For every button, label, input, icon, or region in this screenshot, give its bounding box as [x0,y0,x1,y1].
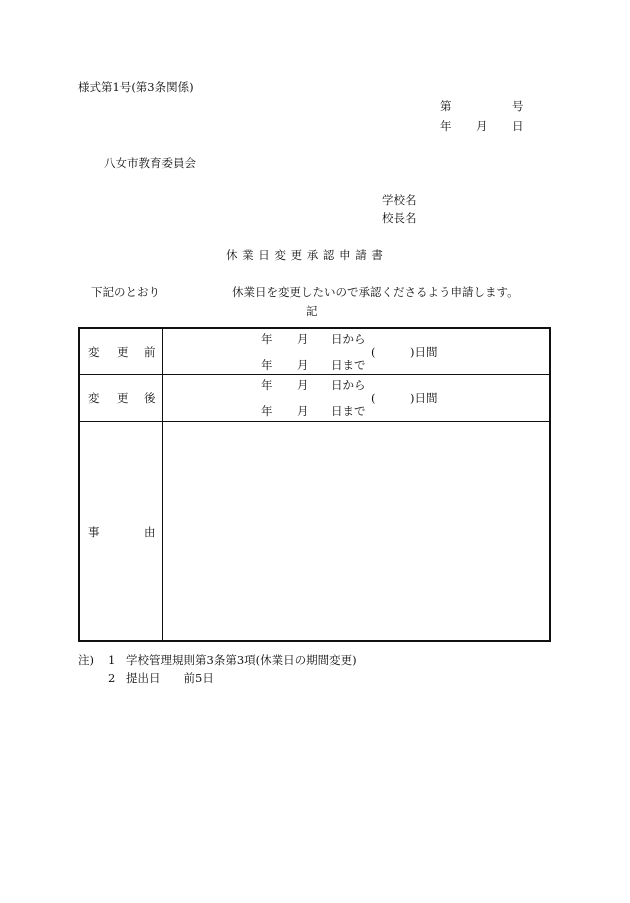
before-from-year: 年 [261,332,273,346]
before-from-month: 月 [297,332,309,346]
after-to-year: 年 [261,404,273,418]
after-label-1: 変 [88,391,100,405]
reason-label-2: 由 [144,525,156,539]
after-to-day: 日まで [331,404,366,418]
ki-heading: 記 [306,304,318,318]
after-label-3: 後 [144,391,156,405]
before-label-3: 前 [144,345,156,359]
table-column-divider [162,329,163,640]
before-to-day: 日まで [331,358,366,372]
reason-label-1: 事 [88,525,100,539]
after-days-open: ( [371,391,376,405]
after-from-year: 年 [261,378,273,392]
document-title: 休 業 日 変 更 承 認 申 請 書 [226,248,384,262]
after-to-month: 月 [297,404,309,418]
after-from-month: 月 [297,378,309,392]
principal-name-label: 校長名 [382,211,417,225]
before-to-month: 月 [297,358,309,372]
doc-number-suffix: 号 [512,99,524,113]
after-from-day: 日から [331,378,366,392]
note-2-number: 2 [108,671,116,685]
school-name-label: 学校名 [382,193,417,207]
after-label-2: 更 [117,391,129,405]
after-days: )日間 [410,391,438,405]
request-text-left: 下記のとおり [91,285,160,299]
before-label-1: 変 [88,345,100,359]
note-2-text: 提出日 前5日 [126,671,214,685]
doc-date-month: 月 [476,119,488,133]
addressee: 八女市教育委員会 [104,156,196,170]
table-row-divider [80,374,549,375]
before-label-2: 更 [117,345,129,359]
before-from-day: 日から [331,332,366,346]
before-days: )日間 [410,345,438,359]
doc-number-prefix: 第 [440,99,452,113]
notes-prefix: 注) [78,653,94,667]
request-text-right: 休業日を変更したいので承認くださるよう申請します。 [232,285,519,299]
before-days-open: ( [371,345,376,359]
form-number: 様式第1号(第3条関係) [78,80,194,94]
table-row-divider [80,421,549,422]
note-1-number: 1 [108,653,116,667]
application-table [78,327,551,642]
before-to-year: 年 [261,358,273,372]
doc-date-day: 日 [512,119,524,133]
doc-date-year: 年 [440,119,452,133]
note-1-text: 学校管理規則第3条第3項(休業日の期間変更) [126,653,357,667]
